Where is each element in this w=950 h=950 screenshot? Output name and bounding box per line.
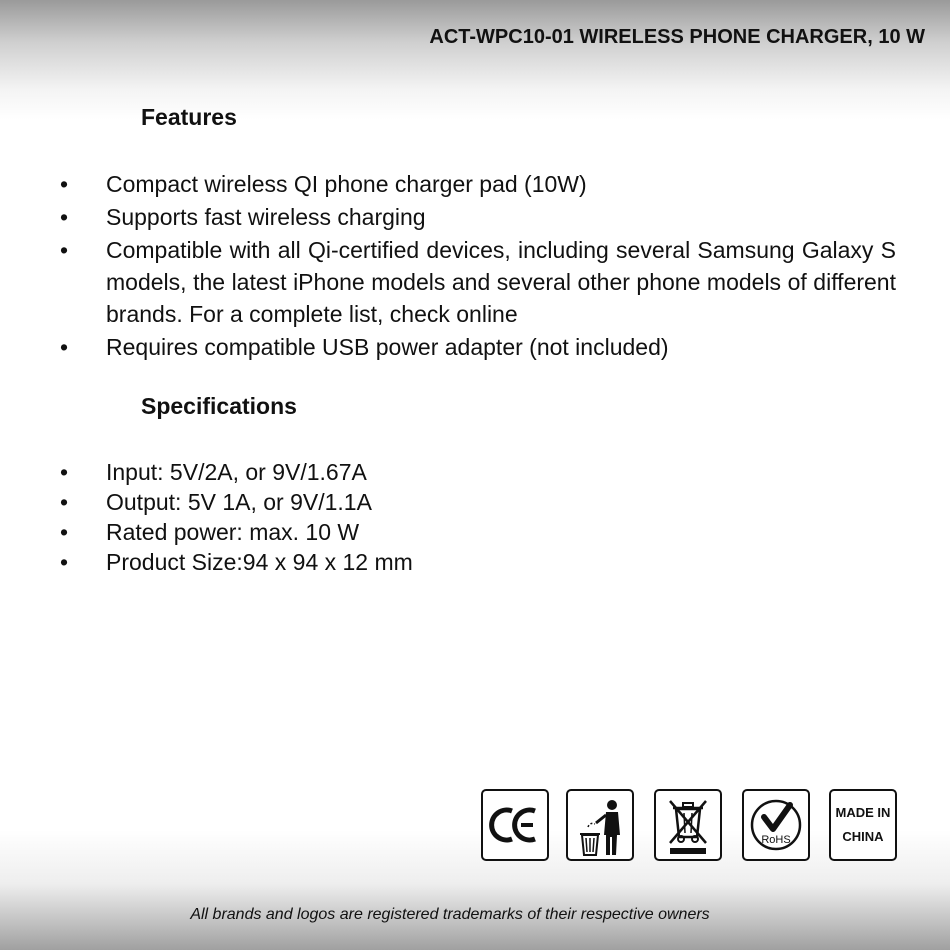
specifications-list <box>60 457 896 577</box>
feature-text: Requires compatible USB power adapter (not included) <box>106 334 669 360</box>
spec-text: Output: 5V 1A, or 9V/1.1A <box>106 489 372 515</box>
bullet-icon: • <box>60 519 69 545</box>
rohs-graphic <box>744 791 808 859</box>
rohs-label: RoHS <box>761 834 791 846</box>
bullet-icon: • <box>60 334 69 360</box>
specifications-heading: Specifications <box>141 393 297 419</box>
document-title: ACT-WPC10-01 WIRELESS PHONE CHARGER, 10 W <box>429 26 925 48</box>
features-heading: Features <box>141 104 237 130</box>
features-list <box>60 168 896 364</box>
list-item <box>60 457 896 487</box>
bullet-icon: • <box>60 237 69 263</box>
spec-text: Input: 5V/2A, or 9V/1.67A <box>106 459 367 485</box>
weee-crossed-bin-icon <box>654 789 722 861</box>
list-item <box>60 547 896 577</box>
spec-text: Rated power: max. 10 W <box>106 519 360 545</box>
list-item <box>60 234 896 330</box>
made-in-china-badge <box>829 789 897 861</box>
bullet-icon: • <box>60 204 69 230</box>
list-item <box>60 168 896 200</box>
ce-mark-icon <box>481 789 549 861</box>
feature-text: Compact wireless QI phone charger pad (10W) <box>106 171 587 197</box>
weee-crossed-bin-graphic <box>656 791 720 859</box>
bullet-icon: • <box>60 171 69 197</box>
list-item <box>60 517 896 547</box>
feature-text: Supports fast wireless charging <box>106 204 426 230</box>
ce-mark-graphic <box>483 791 547 859</box>
made-in-line: MADE IN <box>835 805 891 820</box>
spec-text: Product Size:94 x 94 x 12 mm <box>106 549 413 575</box>
dispose-in-bin-graphic <box>568 791 632 859</box>
feature-text: Compatible with all Qi-certified devices, including several Samsung Galaxy S models, the latest iPhone models and several other phone models of different brands. For a complete list, check online <box>106 237 896 327</box>
rohs-icon <box>742 789 810 861</box>
list-item <box>60 331 896 363</box>
bullet-icon: • <box>60 489 69 515</box>
country-line: CHINA <box>842 829 884 844</box>
trademark-notice: All brands and logos are registered trademarks of their respective owners <box>190 906 710 923</box>
header-gradient-band <box>0 0 950 120</box>
bullet-icon: • <box>60 459 69 485</box>
dispose-in-bin-icon <box>566 789 634 861</box>
bullet-icon: • <box>60 549 69 575</box>
list-item <box>60 201 896 233</box>
list-item <box>60 487 896 517</box>
